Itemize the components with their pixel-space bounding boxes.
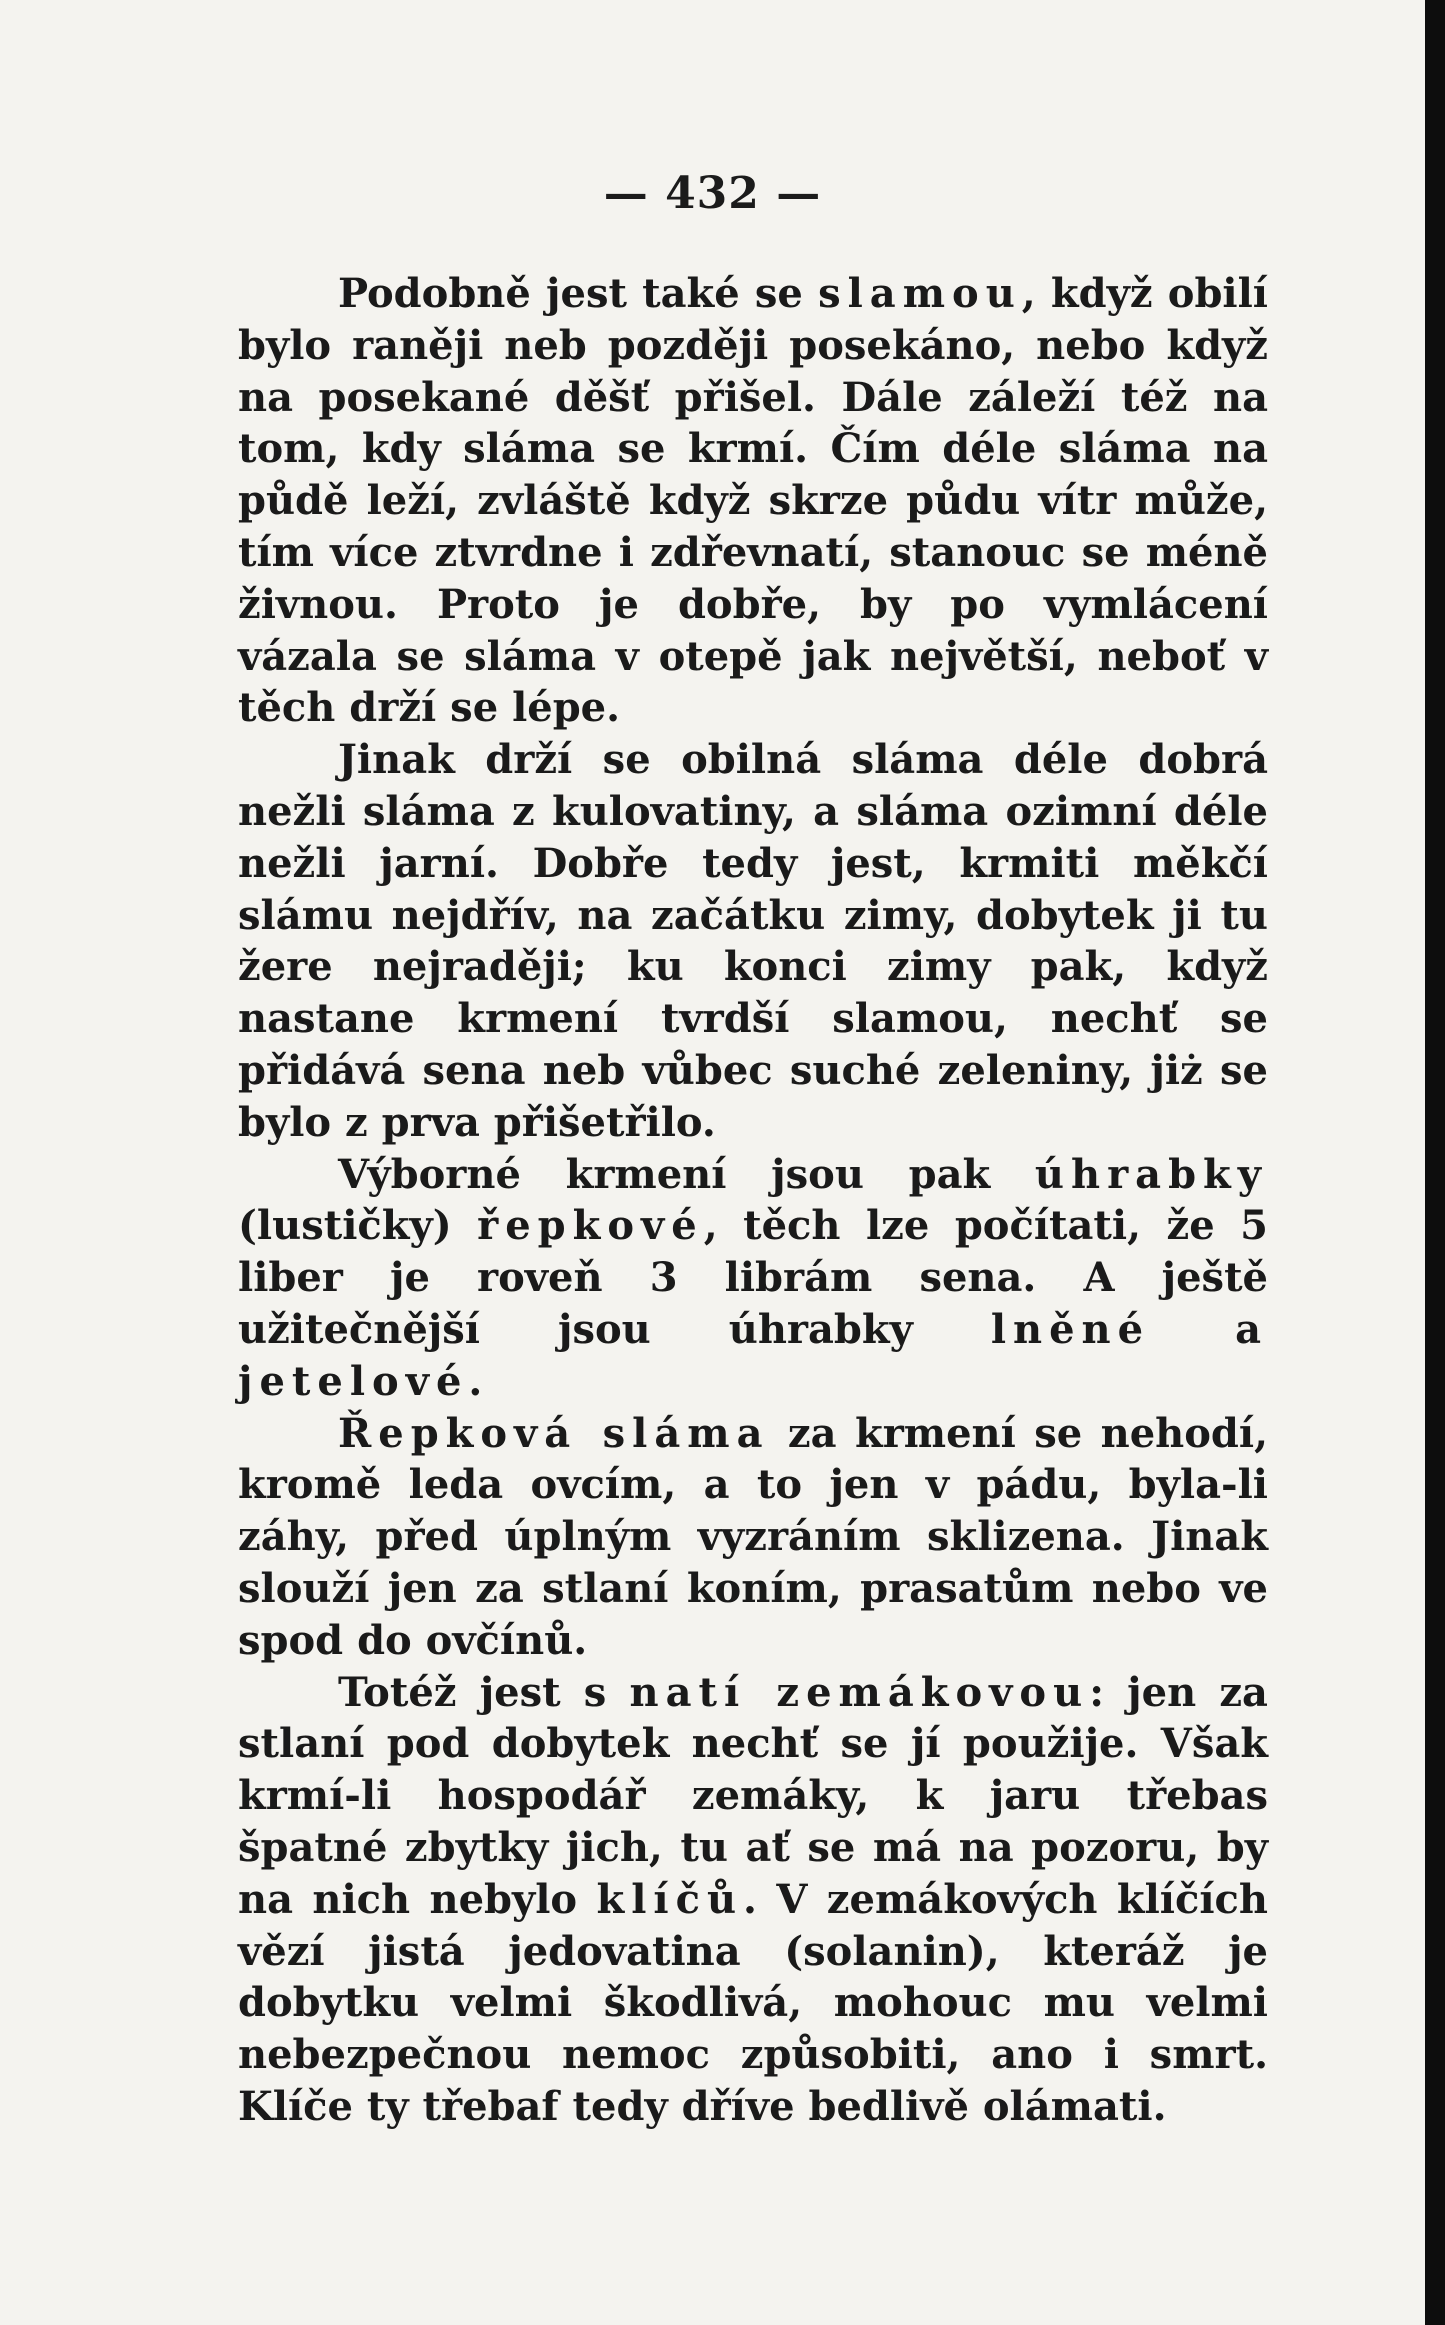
paragraph-3-text-3: , těch lze počítati, že 5 liber je roveň 3 librám sena. A ještě užitečnější jsou úhrabky	[238, 1202, 1268, 1353]
paragraph-5-emphasis-1: natí zemákovou	[629, 1668, 1090, 1716]
paragraph-3-text-4: .	[468, 1357, 483, 1405]
body-text	[238, 268, 1268, 2133]
paragraph-1-text-2: , když obilí bylo raněji neb později posekáno, nebo když na posekané děšť přišel. Dále záleží též na tom, kdy sláma se krmí. Čím déle sláma na půdě leží, zvláště když skrze půdu vítr může, tím více ztvrdne i zdřevnatí, stanouc se méně živnou. Proto je dobře, by po vymlácení vázala se sláma v otepě jak největší, neboť v těch drží se lépe.	[238, 270, 1268, 732]
paragraph-2-text-1: Jinak drží se obilná sláma déle dobrá nežli sláma z kulovatiny, a sláma ozimní déle nežli jarní. Dobře tedy jest, krmiti měkčí slámu nejdřív, na začátku zimy, dobytek ji tu žere nejraději; ku konci zimy pak, když nastane krmení tvrdší slamou, nechť se přidává sena neb vůbec suché zeleniny, jiż se bylo z prva přišetřilo.	[238, 736, 1268, 1146]
paragraph-5-text-1: Totéž jest s	[338, 1668, 630, 1716]
paragraph-5-emphasis-2: klíčů	[596, 1875, 744, 1923]
page-edge-shadow	[1425, 0, 1445, 2325]
paragraph-4-emphasis-1: Řepková sláma	[338, 1409, 770, 1457]
paragraph-1-emphasis-1: slamou	[818, 270, 1022, 317]
paragraph-4	[238, 1408, 1268, 1667]
paragraph-3-emphasis-2: řepkové	[477, 1202, 704, 1250]
page-number: — 432 —	[603, 168, 822, 219]
paragraph-3-text-1: Výborné krmení jsou pak	[338, 1150, 1035, 1198]
paragraph-3	[238, 1149, 1268, 1408]
paragraph-2	[238, 734, 1268, 1148]
paragraph-3-text-2: (lustičky)	[238, 1202, 478, 1250]
paragraph-1	[238, 268, 1268, 734]
paragraph-5-text-2: : jen za stlaní pod dobytek nechť se jí použije. Však krmí-li hospodář zemáky, k jaru třebas špatné zbytky jich, tu ať se má na pozoru, by na nich nebylo	[238, 1668, 1268, 1923]
paragraph-4-text-1: za krmení se nehodí, kromě leda ovcím, a to jen v pádu, byla-li záhy, před úplným vyzráním sklizena. Jinak slouží jen za stlaní koním, prasatům nebo ve spod do ovčínů.	[238, 1409, 1269, 1664]
paragraph-3-emphasis-1: úhrabky	[1034, 1150, 1268, 1198]
paragraph-3-emphasis-3: lněné a jetelové	[238, 1305, 1268, 1405]
paragraph-1-text-1: Podobně jest také se	[338, 270, 819, 317]
paragraph-5-text-3: . V zemákových klíčích vězí jistá jedovatina (solanin), kteráž je dobytku velmi škodlivá, mohouc mu velmi nebezpečnou nemoc způsobiti, ano i smrt. Klíče ty třebaf tedy dříve bedlivě olámati.	[238, 1875, 1268, 2130]
paragraph-5	[238, 1667, 1268, 2133]
